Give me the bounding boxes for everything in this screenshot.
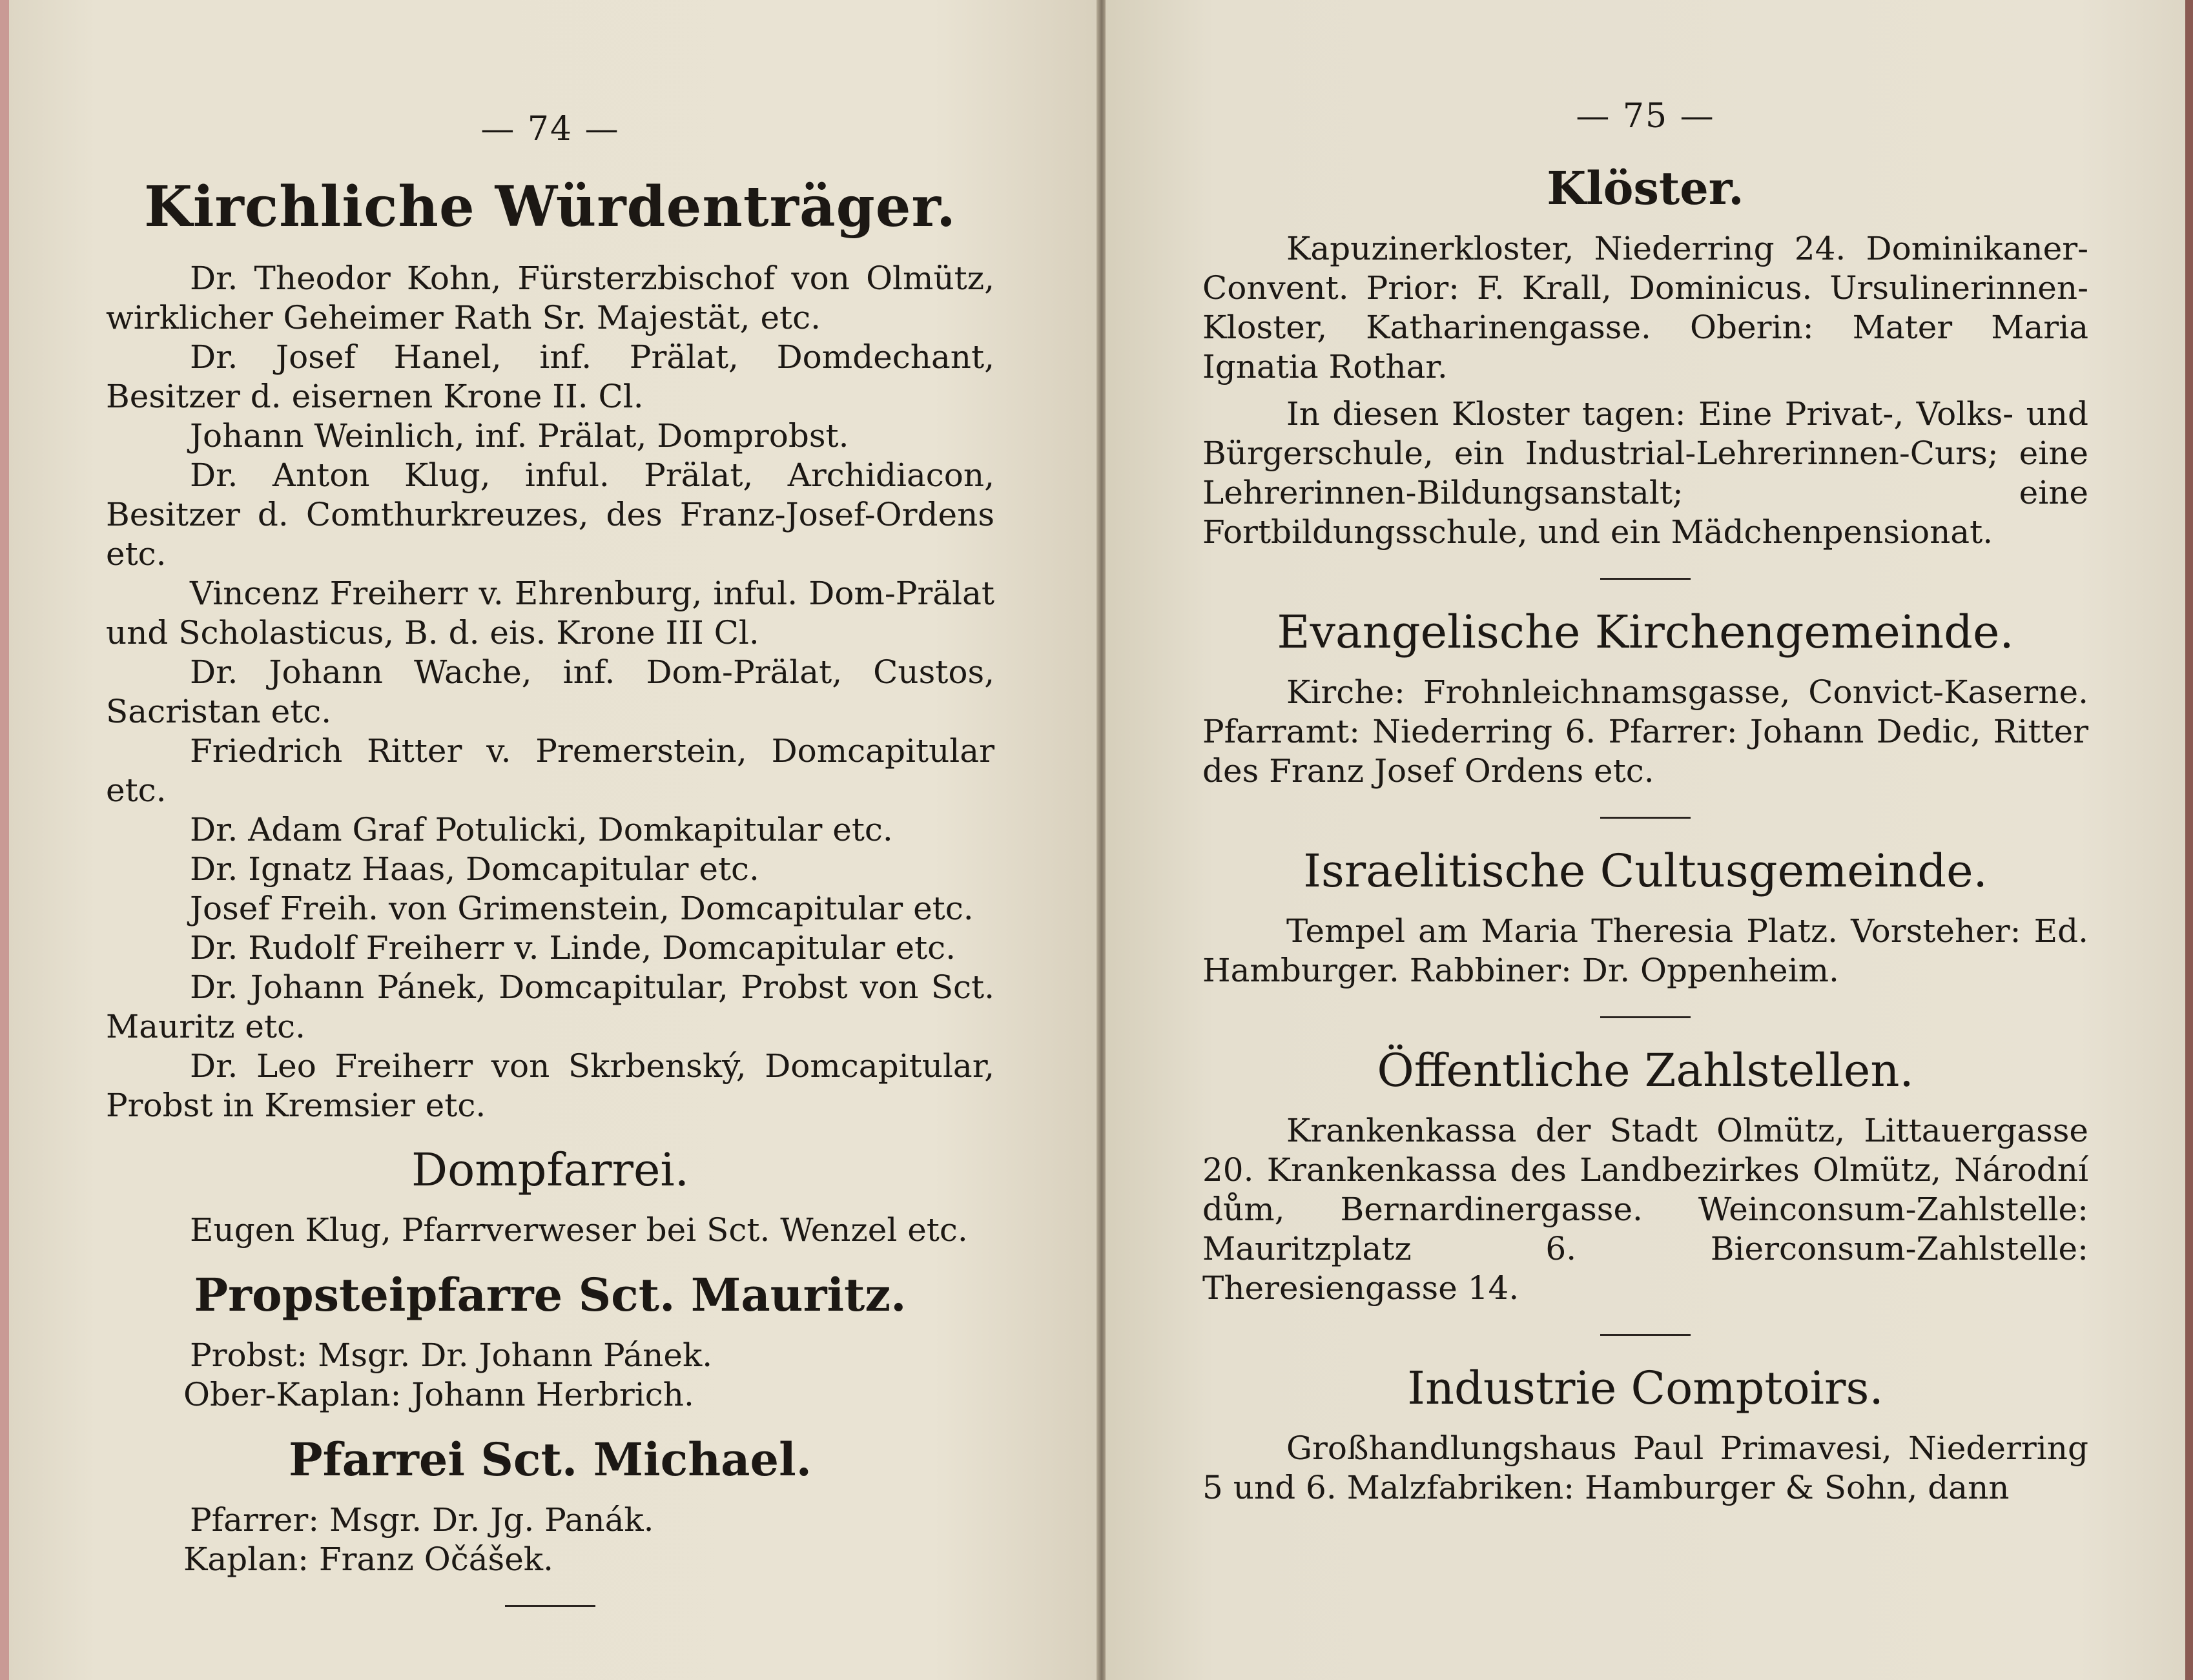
heading-zahlstellen: Öffentliche Zahlstellen.	[1377, 1044, 1914, 1097]
entry: Johann Weinlich, inf. Prälat, Domprobst.	[190, 417, 849, 455]
michael-line: Kaplan: Franz Očášek.	[183, 1541, 553, 1578]
entry: Josef Freih. von Grimenstein, Domcapitular etc.	[190, 890, 974, 927]
dompfarrei-line: Eugen Klug, Pfarrverweser bei Sct. Wenzel etc.	[190, 1211, 968, 1249]
page-number-right: — 75 —	[1576, 97, 1715, 136]
zahl-para: Krankenkassa der Stadt Olmütz, Littauergasse 20. Krankenkassa des Landbezirkes Olmütz, Národní dům, Bernardinergasse. Weinconsum-Zahlstelle: Mauritzplatz 6. Bierconsum-Zahlstelle: Theresiengasse 14.	[1202, 1112, 2088, 1307]
entry: Friedrich Ritter v. Premerstein, Domcapitular etc.	[106, 732, 994, 809]
kloester-para: Kapuzinerkloster, Niederring 24. Dominikaner-Convent. Prior: F. Krall, Dominicus. Ursulinerinnen-Kloster, Katharinengasse. Oberin: Mater Maria Ignatia Rothar.	[1202, 230, 2088, 385]
book-edge	[2185, 0, 2193, 1680]
divider	[1600, 578, 1691, 580]
entry: Dr. Theodor Kohn, Fürsterzbischof von Olmütz, wirklicher Geheimer Rath Sr. Majestät, etc.	[106, 260, 994, 336]
propstei-line: Ober-Kaplan: Johann Herbrich.	[183, 1376, 694, 1413]
divider	[1600, 1016, 1691, 1018]
entry: Dr. Rudolf Freiherr v. Linde, Domcapitular etc.	[190, 929, 956, 967]
entry: Dr. Ignatz Haas, Domcapitular etc.	[190, 850, 759, 888]
heading-evangelisch: Evangelische Kirchengemeinde.	[1277, 606, 2014, 659]
evang-para: Kirche: Frohnleichnamsgasse, Convict-Kaserne. Pfarramt: Niederring 6. Pfarrer: Johann Dedic, Ritter des Franz Josef Ordens etc.	[1202, 673, 2088, 790]
entry: Vincenz Freiherr v. Ehrenburg, inful. Dom-Prälat und Scholasticus, B. d. eis. Krone III Cl.	[106, 575, 994, 651]
heading-pfarrei-michael: Pfarrei Sct. Michael.	[288, 1433, 812, 1486]
kloester-para: In diesen Kloster tagen: Eine Privat-, Volks- und Bürgerschule, ein Industrial-Lehrerinnen-Curs; eine Lehrerinnen-Bildungsanstalt; eine Fortbildungsschule, und ein Mädchenpensionat.	[1202, 395, 2088, 551]
propstei-line: Probst: Msgr. Dr. Johann Pánek.	[190, 1337, 713, 1374]
heading-propsteipfarre: Propsteipfarre Sct. Mauritz.	[194, 1268, 907, 1322]
entry: Dr. Josef Hanel, inf. Prälat, Domdechant, Besitzer d. eisernen Krone II. Cl.	[106, 338, 994, 415]
heading-dompfarrei: Dompfarrei.	[411, 1143, 690, 1196]
entry: Dr. Anton Klug, inful. Prälat, Archidiacon, Besitzer d. Comthurkreuzes, des Franz-Josef-Ordens etc.	[106, 456, 994, 573]
isr-para: Tempel am Maria Theresia Platz. Vorsteher: Ed. Hamburger. Rabbiner: Dr. Oppenheim.	[1202, 912, 2088, 989]
entry: Dr. Adam Graf Potulicki, Domkapitular etc.	[190, 811, 893, 848]
heading-industrie: Industrie Comptoirs.	[1407, 1362, 1884, 1415]
entry: Dr. Leo Freiherr von Skrbenský, Domcapitular, Probst in Kremsier etc.	[106, 1047, 994, 1124]
divider	[1600, 1334, 1691, 1336]
heading-wuerdentraeger: Kirchliche Würdenträger.	[144, 174, 956, 240]
entry: Dr. Johann Wache, inf. Dom-Prälat, Custos, Sacristan etc.	[106, 653, 994, 730]
heading-kloester: Klöster.	[1547, 161, 1744, 215]
industrie-para: Großhandlungshaus Paul Primavesi, Niederring 5 und 6. Malzfabriken: Hamburger & Sohn, dann	[1202, 1429, 2088, 1506]
divider	[1600, 817, 1691, 819]
divider	[505, 1605, 595, 1607]
page-number-left: — 74 —	[480, 110, 620, 149]
heading-israelitisch: Israelitische Cultusgemeinde.	[1303, 845, 1988, 897]
entry: Dr. Johann Pánek, Domcapitular, Probst von Sct. Mauritz etc.	[106, 968, 994, 1045]
michael-line: Pfarrer: Msgr. Dr. Jg. Panák.	[190, 1501, 654, 1539]
right-page	[1106, 0, 2185, 1680]
